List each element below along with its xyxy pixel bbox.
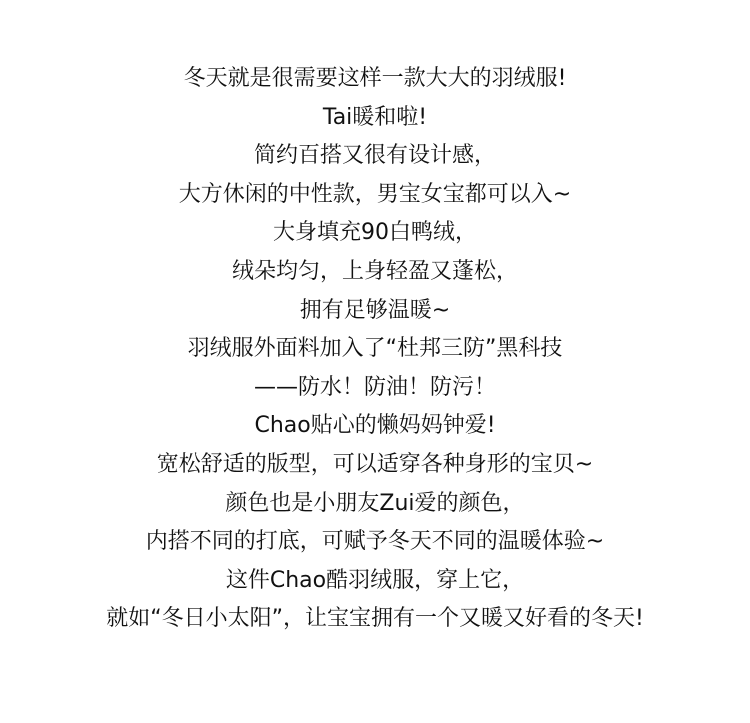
text-line: 冬天就是很需要这样一款大大的羽绒服! bbox=[183, 66, 567, 91]
text-line: 颜色也是小朋友Zui爱的颜色， bbox=[225, 490, 525, 516]
text-line: 大方休闲的中性款，男宝女宝都可以入~ bbox=[178, 181, 572, 207]
description-text-block bbox=[0, 60, 750, 639]
text-line: 拥有足够温暖~ bbox=[299, 297, 451, 323]
text-line: Chao贴心的懒妈妈钟爱! bbox=[254, 413, 496, 439]
text-line: 就如“冬日小太阳”，让宝宝拥有一个又暖又好看的冬天! bbox=[106, 606, 644, 632]
text-line: 这件Chao酷羽绒服，穿上它， bbox=[225, 567, 525, 593]
text-line: 简约百搭又很有设计感， bbox=[253, 143, 496, 169]
text-line: 羽绒服外面料加入了“杜邦三防”黑科技 bbox=[187, 336, 563, 362]
text-line: Tai暖和啦! bbox=[322, 104, 428, 130]
text-line: 大身填充90白鸭绒， bbox=[273, 220, 477, 246]
text-line: 内搭不同的打底，可赋予冬天不同的温暖体验~ bbox=[145, 529, 605, 555]
text-line: 绒朵均匀，上身轻盈又蓬松， bbox=[231, 258, 518, 284]
text-line: ——防水！防油！防污！ bbox=[253, 374, 496, 400]
text-line: 宽松舒适的版型，可以适穿各种身形的宝贝~ bbox=[156, 451, 594, 477]
